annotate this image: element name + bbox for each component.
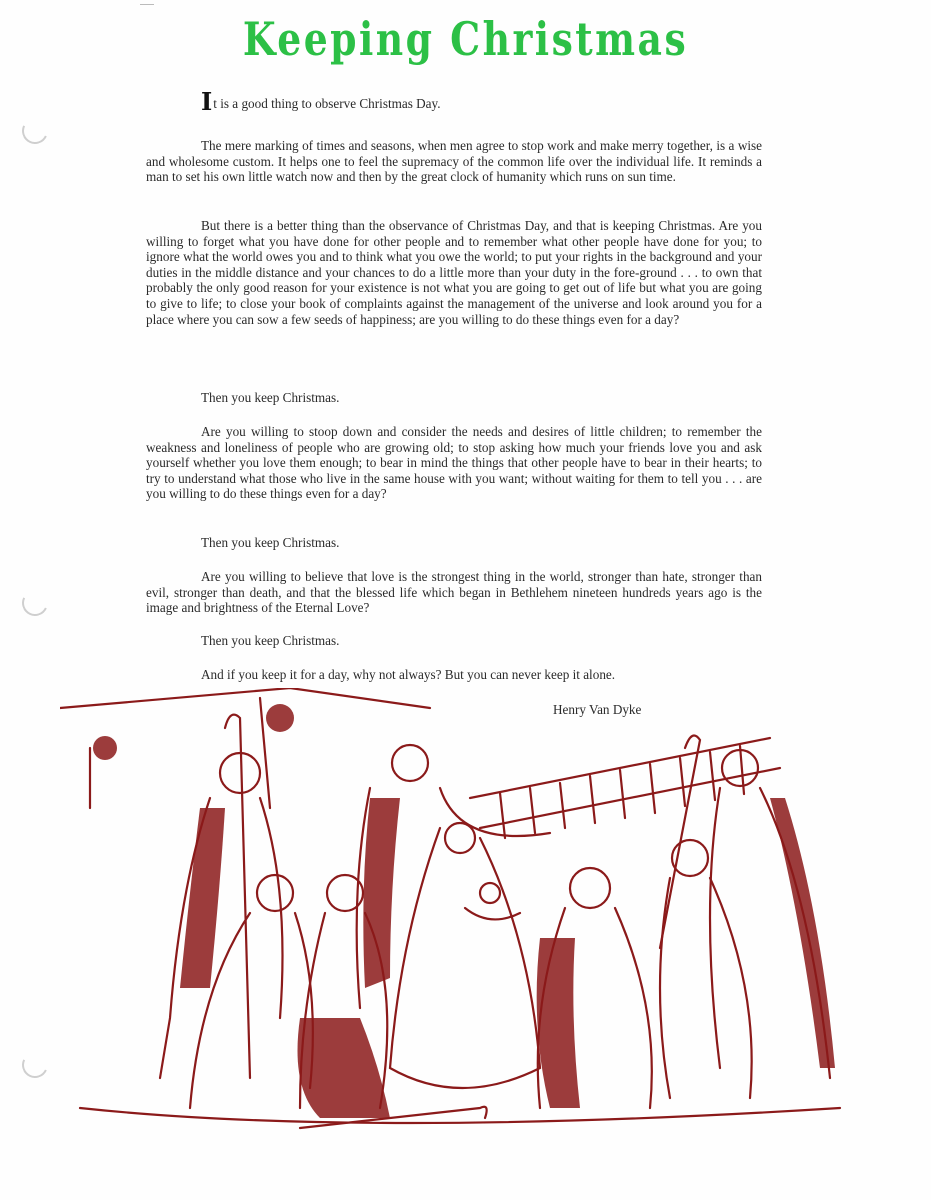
body-text <box>146 138 762 202</box>
dropcap: I <box>201 87 213 116</box>
refrain: Then you keep Christmas. <box>201 390 340 405</box>
body-text <box>146 535 762 568</box>
body-text <box>146 390 762 423</box>
author-signature: Henry Van Dyke <box>553 702 642 717</box>
body-text <box>146 424 762 519</box>
punch-hole-icon <box>18 1048 51 1081</box>
paragraph: Are you willing to believe that love is the strongest thing in the world, stronger than hate, stronger than evil, stronger than death, and that the blessed life which began in Bethlehem nineteen hundreds years ago is the image and brightness of the Eternal Love? <box>146 569 762 616</box>
paragraph: The mere marking of times and seasons, when men agree to stop work and make merry together, is a wise and wholesome custom. It helps one to feel the supremacy of the common life over the individual life. It reminds a man to set his own little watch now and then by the great clock of humanity which runs on sun time. <box>146 138 762 185</box>
refrain: Then you keep Christmas. <box>201 633 340 648</box>
punch-hole-icon <box>18 114 51 147</box>
punch-hole-icon <box>18 586 51 619</box>
paragraph: But there is a better thing than the observance of Christmas Day, and that is keeping Christmas. Are you willing to forget what you have done for other people and to remember what other people have done for you; to ignore what the world owes you and to think what you owe the world; to put your rights in the background and your duties in the middle distance and your chances to do a little more than your duty in the fore-ground . . . to own that probably the only good reason for your existence is not what you are going to get out of life but what you are going to give to life; to close your book of complaints against the management of the universe and look around you for a place where you can sow a few seeds of happiness; are you willing to do these things even for a day? <box>146 218 762 327</box>
body-text <box>146 569 762 633</box>
opening-line <box>201 87 441 116</box>
paragraph: Are you willing to stoop down and consider the needs and desires of little children; to remember the weakness and loneliness of people who are growing old; to stop asking how much your friends love you and ask yourself whether you love them enough; to bear in mind the things that other people have to bear in their hearts; to try to understand what those who live in the same house with you want; without waiting for them to tell you . . . are you willing to do these things even for a day? <box>146 424 762 502</box>
nativity-illustration <box>60 688 850 1158</box>
scan-corner-mark <box>140 0 154 5</box>
opening-text: t is a good thing to observe Christmas Day. <box>213 96 441 111</box>
body-text <box>146 633 762 666</box>
refrain: Then you keep Christmas. <box>201 535 340 550</box>
page-title: Keeping Christmas <box>242 12 689 66</box>
body-text <box>146 218 762 344</box>
closing-line: And if you keep it for a day, why not always? But you can never keep it alone. <box>201 667 616 682</box>
